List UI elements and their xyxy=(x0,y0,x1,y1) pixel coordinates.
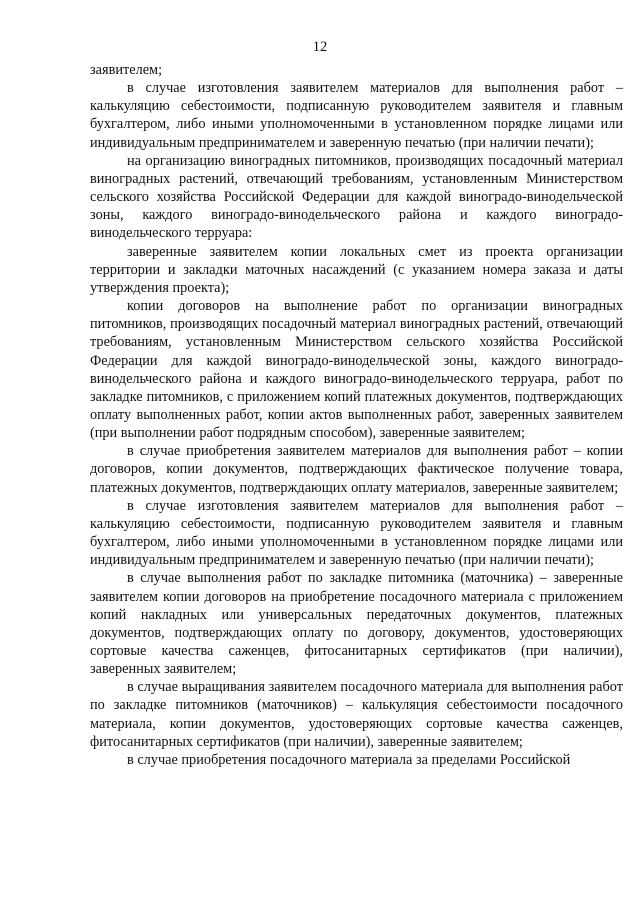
paragraph: в случае изготовления заявителем материалов для выполнения работ – калькуляцию себестоимости, подписанную руководителем заявителя и главным бухгалтером, либо иными уполномоченными в установленном порядке лицами или индивидуальным предпринимателем и заверенную печатью (при наличии печати); xyxy=(90,497,623,569)
paragraph: заверенные заявителем копии локальных смет из проекта организации территории и закладки маточных насаждений (с указанием номера заказа и даты утверждения проекта); xyxy=(90,243,623,296)
paragraph: в случае выполнения работ по закладке питомника (маточника) – заверенные заявителем копии договоров на приобретение посадочного материала с приложением копий накладных или универсальных передаточных документов, платежных документов, подтверждающих оплату по договору, документов, удостоверяющих сортовые качества саженцев, фитосанитарных сертификатов (при наличии), заверенных заявителем; xyxy=(90,570,623,678)
document-body xyxy=(90,61,623,769)
paragraph: копии договоров на выполнение работ по организации виноградных питомников, производящих посадочный материал виноградных растений, отвечающий требованиям, установленным Министерством сельского хозяйства Российской Федерации для каждой виноградо-винодельческой зоны, каждого виноградо-винодельческого района и каждого виноградо-винодельческого терруара, работ по закладке питомников, с приложением копий платежных документов, подтверждающих оплату выполненных работ, копии актов выполненных работ, заверенных заявителем (при выполнении работ подрядным способом), заверенные заявителем; xyxy=(90,298,623,442)
paragraph: заявителем; xyxy=(90,62,163,78)
paragraph: в случае приобретения заявителем материалов для выполнения работ – копии договоров, копии документов, подтверждающих фактическое получение товара, платежных документов, подтверждающих оплату материалов, заверенные заявителем; xyxy=(90,443,623,496)
paragraph: в случае выращивания заявителем посадочного материала для выполнения работ по закладке питомников (маточников) – калькуляция себестоимости посадочного материала, копии документов, удостоверяющих сортовые качества саженцев, фитосанитарных сертификатов (при наличии), заверенные заявителем; xyxy=(90,679,623,750)
paragraph: в случае приобретения посадочного материала за пределами Российской xyxy=(127,751,571,768)
paragraph: на организацию виноградных питомников, производящих посадочный материал виноградных растений, отвечающий требованиям, установленным Министерством сельского хозяйства Российской Федерации для каждой виноградо-винодельческой зоны, каждого виноградо-винодельческого района и каждого виноградо-винодельческого терруара: xyxy=(90,152,623,242)
page-number: 12 xyxy=(312,39,328,55)
paragraph: в случае изготовления заявителем материалов для выполнения работ – калькуляцию себестоимости, подписанную руководителем заявителя и главным бухгалтером, либо иными уполномоченными в установленном порядке лицами или индивидуальным предпринимателем и заверенную печатью (при наличии печати); xyxy=(90,80,623,151)
